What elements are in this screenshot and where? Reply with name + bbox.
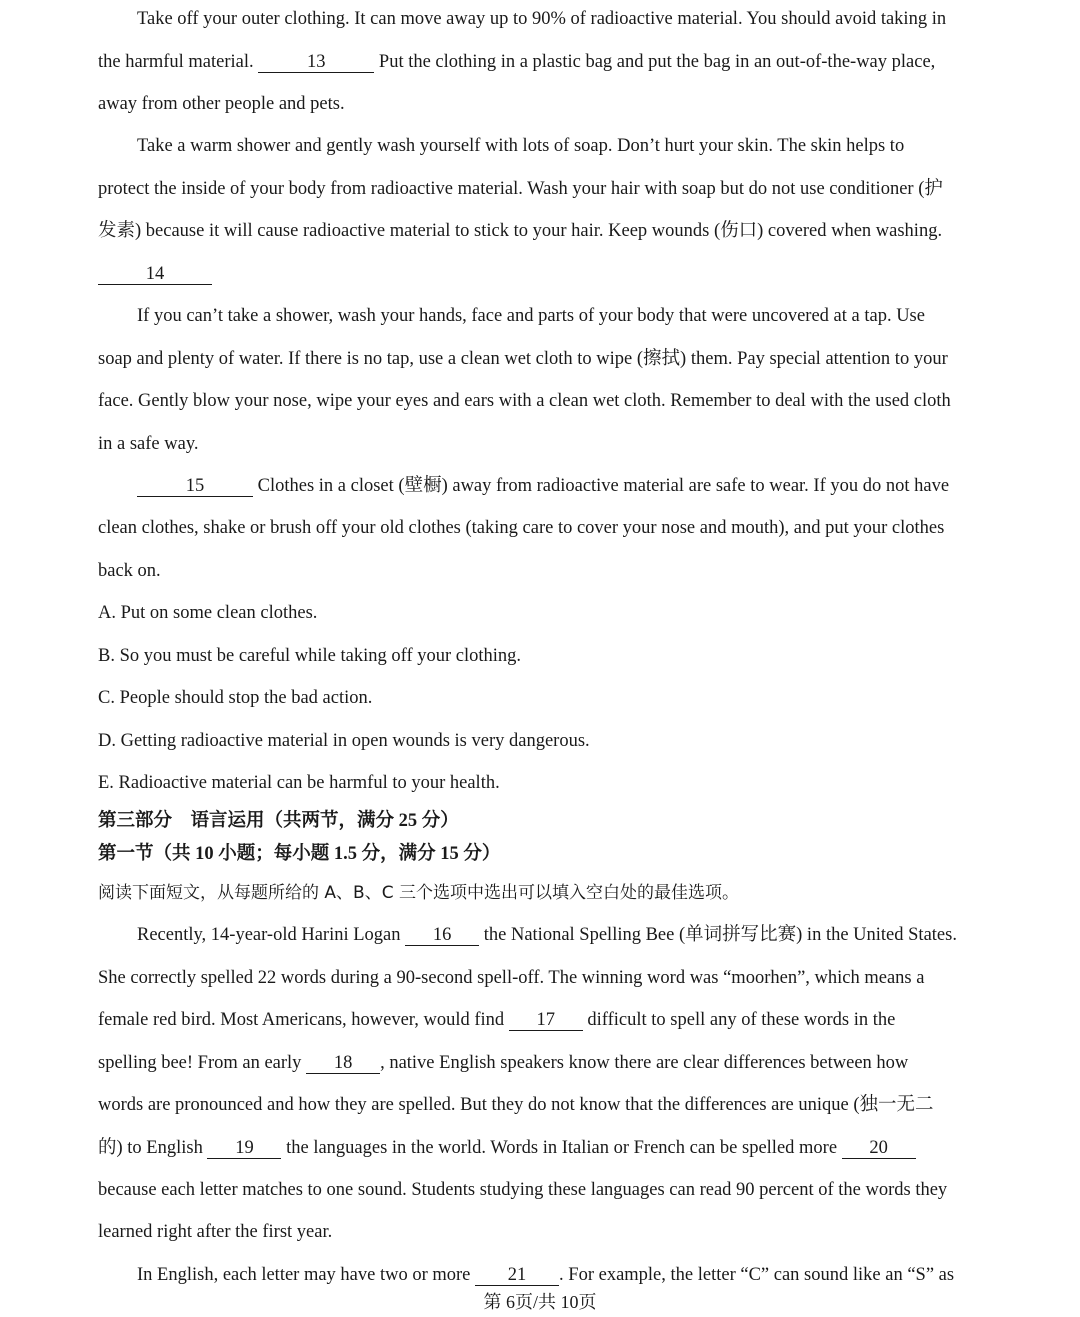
p2-line-1: Recently, 14-year-old Harini Logan 16 the National Spelling Bee (单词拼写比赛) in the United States. bbox=[137, 925, 957, 945]
p1-line-9: soap and plenty of water. If there is no tap, use a clean wet cloth to wipe (擦拭) them. Pay special attention to your bbox=[98, 349, 948, 369]
blank-20: 20 bbox=[842, 1139, 916, 1159]
p1-line-3: away from other people and pets. bbox=[98, 94, 345, 114]
blank-14: 14 bbox=[98, 265, 212, 285]
page-footer: 第 6页/共 10页 bbox=[483, 1292, 597, 1312]
instruction: 阅读下面短文，从每题所给的 A、B、C 三个选项中选出可以填入空白处的最佳选项。 bbox=[98, 883, 739, 903]
p2-line-9: In English, each letter may have two or more 21 . For example, the letter “C” can sound like an “S” as bbox=[137, 1265, 955, 1285]
p1-line-1: Take off your outer clothing. It can move away up to 90% of radioactive material. You should avoid taking in bbox=[137, 9, 947, 29]
p1-line-12: 15 Clothes in a closet (壁橱) away from radioactive material are safe to wear. If you do not have bbox=[137, 474, 949, 498]
p1-line-6: 发素) because it will cause radioactive material to stick to your hair. Keep wounds (伤口) covered when washing. bbox=[98, 221, 943, 241]
p1-line-7 bbox=[98, 262, 212, 286]
blank-15: 15 bbox=[137, 477, 253, 497]
option-c: C. People should stop the bad action. bbox=[98, 688, 373, 708]
blank-18: 18 bbox=[306, 1054, 380, 1074]
p1-line-5: protect the inside of your body from radioactive material. Wash your hair with soap but do not use conditioner (护 bbox=[98, 179, 943, 199]
p2-line-7: because each letter matches to one sound. Students studying these languages can read 90 percent of the words they bbox=[98, 1180, 948, 1200]
blank-19: 19 bbox=[207, 1139, 281, 1159]
part-title: 第三部分 语言运用（共两节，满分 25 分） bbox=[98, 811, 459, 831]
p1-line-14: back on. bbox=[98, 561, 161, 581]
p2-line-3: female red bird. Most Americans, however, would find 17 difficult to spell any of these words in the bbox=[98, 1010, 896, 1030]
p2-line-5: words are pronounced and how they are spelled. But they do not know that the differences are unique (独一无二 bbox=[98, 1095, 934, 1115]
p2-line-6: 的) to English 19 the languages in the world. Words in Italian or French can be spelled more 20 bbox=[98, 1136, 916, 1160]
p1-line-4: Take a warm shower and gently wash yourself with lots of soap. Don’t hurt your skin. The skin helps to bbox=[137, 136, 905, 156]
p2-line-4: spelling bee! From an early 18 , native English speakers know there are clear differences between how bbox=[98, 1053, 909, 1073]
subsection-title: 第一节（共 10 小题；每小题 1.5 分，满分 15 分） bbox=[98, 844, 501, 864]
blank-21: 21 bbox=[475, 1266, 559, 1286]
option-d: D. Getting radioactive material in open wounds is very dangerous. bbox=[98, 731, 590, 751]
p2-line-8: learned right after the first year. bbox=[98, 1222, 333, 1242]
p1-line-11: in a safe way. bbox=[98, 434, 199, 454]
p2-line-2: She correctly spelled 22 words during a 90-second spell-off. The winning word was “moorhen”, which means a bbox=[98, 968, 925, 988]
p1-line-2: the harmful material. 13 Put the clothing in a plastic bag and put the bag in an out-of-the-way place, bbox=[98, 52, 936, 72]
blank-17: 17 bbox=[509, 1011, 583, 1031]
p1-line-13: clean clothes, shake or brush off your old clothes (taking care to cover your nose and mouth), and put your clothes bbox=[98, 518, 945, 538]
blank-16: 16 bbox=[405, 926, 479, 946]
option-a: A. Put on some clean clothes. bbox=[98, 603, 318, 623]
option-e: E. Radioactive material can be harmful to your health. bbox=[98, 773, 500, 793]
p1-line-10: face. Gently blow your nose, wipe your eyes and ears with a clean wet cloth. Remember to deal with the used cloth bbox=[98, 391, 951, 411]
option-b: B. So you must be careful while taking off your clothing. bbox=[98, 646, 522, 666]
blank-13: 13 bbox=[258, 53, 374, 73]
p1-line-8: If you can’t take a shower, wash your hands, face and parts of your body that were uncovered at a tap. Use bbox=[137, 306, 925, 326]
